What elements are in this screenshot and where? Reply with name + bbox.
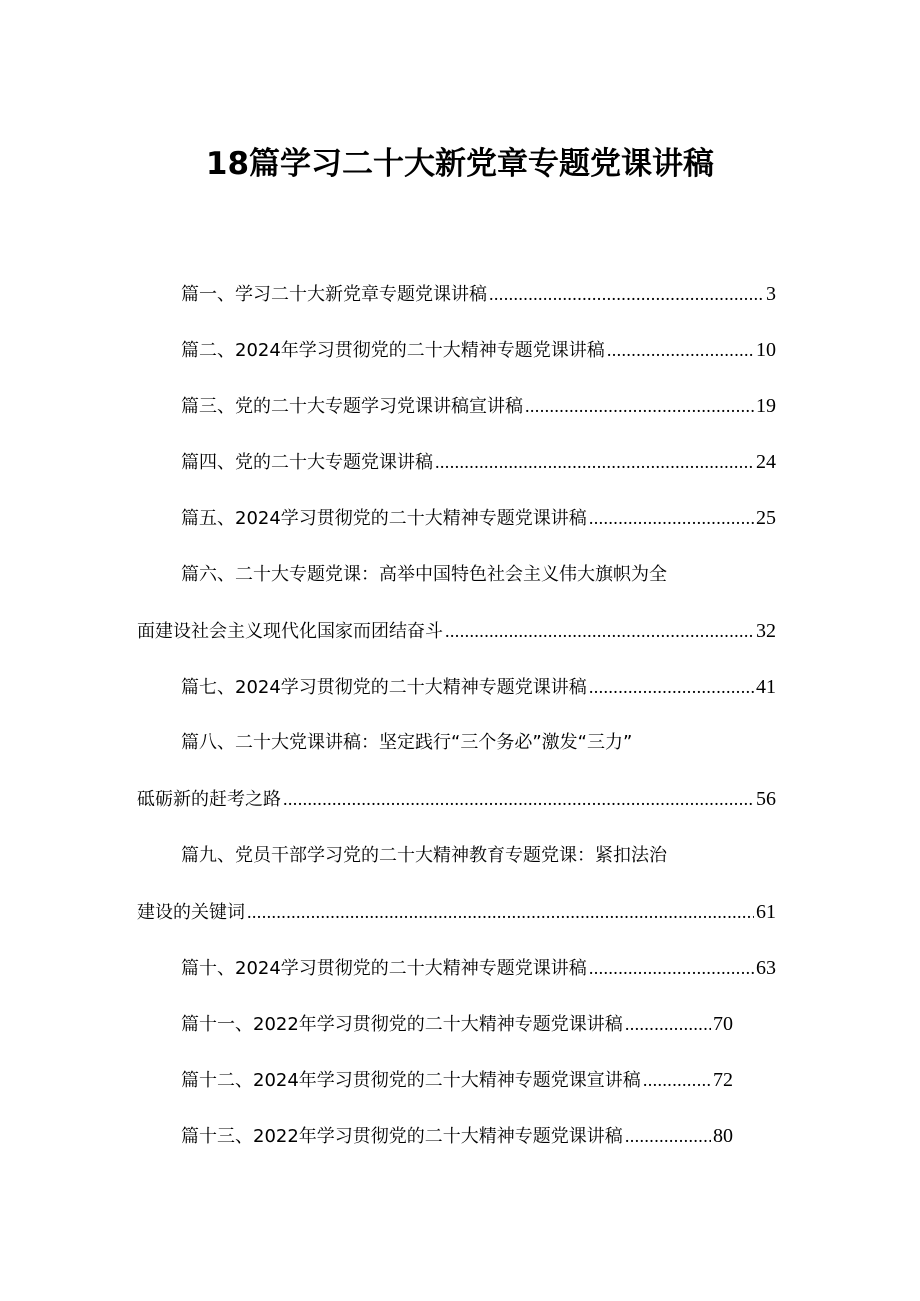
toc-page-number: 61 bbox=[756, 901, 776, 923]
toc-entry-text: 篇十三、2022年学习贯彻党的二十大精神专题党课讲稿 bbox=[181, 1126, 623, 1147]
toc-entry-text: 篇十、2024学习贯彻党的二十大精神专题党课讲稿 bbox=[181, 958, 587, 979]
dot-leader bbox=[625, 1121, 711, 1151]
toc-entry-4[interactable] bbox=[181, 447, 776, 477]
toc-entry-text: 篇二、2024年学习贯彻党的二十大精神专题党课讲稿 bbox=[181, 340, 605, 361]
toc-page-number: 70 bbox=[713, 1013, 733, 1035]
toc-page-number: 25 bbox=[756, 507, 776, 529]
toc-entry-11[interactable] bbox=[181, 1009, 733, 1039]
dot-leader bbox=[435, 447, 754, 477]
toc-entry-9[interactable] bbox=[137, 897, 776, 927]
dot-leader bbox=[607, 335, 754, 365]
toc-page-number: 80 bbox=[713, 1125, 733, 1147]
dot-leader bbox=[625, 1009, 711, 1039]
toc-entry-text: 篇十二、2024年学习贯彻党的二十大精神专题党课宣讲稿 bbox=[181, 1070, 641, 1091]
toc-page-number: 3 bbox=[766, 283, 776, 305]
toc-page-number: 32 bbox=[756, 620, 776, 642]
dot-leader bbox=[525, 391, 754, 421]
toc-entry-7[interactable] bbox=[181, 672, 776, 702]
dot-leader bbox=[589, 503, 754, 533]
toc-entry-text: 篇十一、2022年学习贯彻党的二十大精神专题党课讲稿 bbox=[181, 1014, 623, 1035]
toc-entry-8[interactable] bbox=[137, 784, 776, 814]
dot-leader bbox=[445, 616, 754, 646]
toc-entry-9-line1[interactable]: 篇九、党员干部学习党的二十大精神教育专题党课：紧扣法治 bbox=[181, 845, 667, 866]
toc-entry-6-line1[interactable]: 篇六、二十大专题党课：高举中国特色社会主义伟大旗帜为全 bbox=[181, 564, 667, 585]
toc-entry-text: 建设的关键词 bbox=[137, 902, 245, 923]
toc-entry-text: 篇七、2024学习贯彻党的二十大精神专题党课讲稿 bbox=[181, 677, 587, 698]
toc-entry-text: 篇一、学习二十大新党章专题党课讲稿 bbox=[181, 284, 487, 305]
dot-leader bbox=[283, 784, 754, 814]
toc-page-number: 56 bbox=[756, 788, 776, 810]
toc-entry-6[interactable] bbox=[137, 616, 776, 646]
toc-entry-12[interactable] bbox=[181, 1065, 733, 1095]
toc-entry-10[interactable] bbox=[181, 953, 776, 983]
toc-page-number: 19 bbox=[756, 395, 776, 417]
toc-page-number: 63 bbox=[756, 957, 776, 979]
dot-leader bbox=[589, 953, 754, 983]
toc-page-number: 41 bbox=[756, 676, 776, 698]
document-title: 18篇学习二十大新党章专题党课讲稿 bbox=[205, 146, 715, 182]
dot-leader bbox=[489, 279, 764, 309]
toc-page-number: 24 bbox=[756, 451, 776, 473]
dot-leader bbox=[247, 897, 754, 927]
toc-entry-text: 篇三、党的二十大专题学习党课讲稿宣讲稿 bbox=[181, 396, 523, 417]
toc-page-number: 72 bbox=[713, 1069, 733, 1091]
toc-entry-1[interactable] bbox=[181, 279, 776, 309]
toc-entry-5[interactable] bbox=[181, 503, 776, 533]
toc-entry-3[interactable] bbox=[181, 391, 776, 421]
toc-entry-2[interactable] bbox=[181, 335, 776, 365]
dot-leader bbox=[643, 1065, 711, 1095]
toc-entry-text: 篇四、党的二十大专题党课讲稿 bbox=[181, 452, 433, 473]
toc-entry-text: 面建设社会主义现代化国家而团结奋斗 bbox=[137, 621, 443, 642]
toc-entry-text: 砥砺新的赶考之路 bbox=[137, 789, 281, 810]
dot-leader bbox=[589, 672, 754, 702]
toc-entry-8-line1[interactable]: 篇八、二十大党课讲稿：坚定践行“三个务必”激发“三力” bbox=[181, 732, 633, 753]
toc-entry-text: 篇五、2024学习贯彻党的二十大精神专题党课讲稿 bbox=[181, 508, 587, 529]
toc-entry-13[interactable] bbox=[181, 1121, 733, 1151]
toc-page-number: 10 bbox=[756, 339, 776, 361]
